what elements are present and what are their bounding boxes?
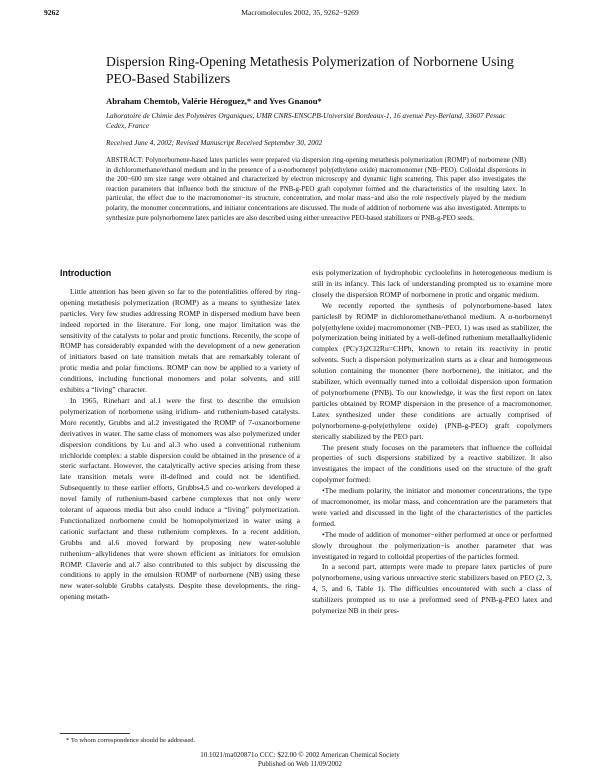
paragraph: Little attention has been given so far to the potentialities offered by ring-opening metathesis polymerization (ROMP) as a means to synthesize latex particles. Very few studies addressing ROMP in dispersed medium have been indeed reported in the literature. For long, one major limitation was the sensitivity of the catalysts to polar and protic functions. Recently, the scope of ROMP has considerably expanded with the development of a new generation of initiators based on late transition metals that are remarkably tolerant of protic media and polar functions. ROMP can now be applied to a variety of conditions, including functional monomers and polar solvents, and still exhibits a “living” character. <box>60 286 300 395</box>
journal-citation: Macromolecules 2002, 35, 9262−9269 <box>241 8 359 17</box>
page-footer <box>0 751 600 770</box>
paragraph: We recently reported the synthesis of polynorbornene-based latex particles8 by ROMP in dichloromethane/ethanol medium. A α-norbornenyl poly(ethylene oxide) macromonomer (NB−PEO, 1) was used as stabilizer, the polymerization being initiated by a well-defined ruthenium metallaalkylidenic complex (PCy3)2Cl2Ru=CHPh, known to retain its reactivity in protic solvents. Such a dispersion polymerization starts as a clear and homogeneous solution containing the monomer (here norbornene), the initiator, and the stabilizer, which eventually turned into a colloidal dispersion upon formation of polynorbornene (PNB). To our knowledge, it was the first report on latex particles obtained by ROMP dispersion in the presence of a macromonomer. Latex synthesized under these conditions are actually comprised of polynorbornene-g-poly(ethylene oxide) (PNB-g-PEO) graft copolymers sterically stabilized by the PEO part. <box>312 300 552 441</box>
paragraph: esis polymerization of hydrophobic cycloolefins in heterogeneous medium is still in its infancy. This lack of understanding prompted us to examine more closely the dispersion ROMP of norbornene in protic and organic medium. <box>312 268 552 299</box>
right-column <box>312 268 552 617</box>
received-dates: Received June 4, 2002; Revised Manuscript Received September 30, 2002 <box>106 138 323 147</box>
author-list: Abraham Chemtob, Valérie Héroguez,* and Yves Gnanou* <box>106 96 322 106</box>
paragraph: In 1965, Rinehart and al.1 were the first to describe the emulsion polymerization of norbornene using iridium- and ruthenium-based catalysts. More recently, Grubbs and al.2 investigated the ROMP of 7-oxanorbornene derivatives in water. The same class of monomers was also polymerized under dispersion conditions by Lu and al.3 who used a conventional ruthenium trichloride complex: a stable dispersion could be obtained in the presence of a steric surfactant. However, the catalytically active species arising from these late transition metals were ill-defined and could not be identified. Subsequently to these earlier efforts, Grubbs4,5 and co-workers developed a novel family of ruthenium-based carbene complexes that not only were tolerant of aqueous media but also could induce a “living” polymerization. Functionalized norbornene could be homopolymerized in water using a cationic surfactant and these ruthenium complexes. In a recent addition, Grubbs and al.6 moved forward by proposing new water-soluble ruthenium−alkylidenes that were shown efficient as initiators for emulsion ROMP. Claverie and al.7 also contributed to this subject by discussing the conditions to apply in the emulsion ROMP of norbornene (NB) using these new water-soluble Grubbs catalysts. Despite these developments, the ring-opening metath- <box>60 395 300 602</box>
page-number: 9262 <box>44 8 60 17</box>
affiliation: Laboratoire de Chimie des Polymères Organiques, UMR CNRS-ENSCPB-Université Bordeaux-1, 16 avenue Pey-Berland, 33607 Pessac Cedex, France <box>106 111 506 130</box>
footnote: * To whom correspondence should be addressed. <box>66 737 196 744</box>
article-title: Dispersion Ring-Opening Metathesis Polymerization of Norbornene Using PEO-Based Stabilizers <box>106 54 514 86</box>
publication-date: Published on Web 11/09/2002 <box>257 760 343 769</box>
parameter-list <box>312 486 552 562</box>
footnote-divider <box>60 733 130 734</box>
doi-copyright: 10.1021/ma020871o CCC: $22.00 © 2002 American Chemical Society <box>200 751 400 759</box>
abstract: ABSTRACT: Polynorbornene-based latex particles were prepared via dispersion ring-opening metathesis polymerization (ROMP) of norbornene (NB) in dichloromethane/ethanol medium and in the presence of a α-norbornenyl poly(ethylene oxide) macromonomer (NB−PEO). Colloidal dispersions in the 200−600 nm size range were obtained and characterized by electron microscopy and dynamic light scattering. This paper also investigates the reaction parameters that influence both the structure of the PNB-g-PEO graft copolymer formed and the characteristics of the resulting latex. In particular, the effect due to the macromonomer−its structure, concentration, and molar mass−and also the role respectively played by the medium polarity, the monomer concentrations, and initiator concentrations are discussed. The mode of addition of norbornene was also investigated. Attempts to synthesize pure polynorbornene latex particles are also described using either unreactive PEO-based stabilizers or PNB-g-PEO seeds. <box>106 157 526 222</box>
paragraph: In a second part, attempts were made to prepare latex particles of pure polynorbornene, using various unreactive steric stabilizers based on PEO (2, 3, 4, 5, and 6, Table 1). The difficulties encountered with such a class of stabilizers prompted us to use a preformed seed of PNB-g-PEO latex and polymerize NB in their pres- <box>312 562 552 616</box>
list-item: •The medium polarity, the initiator and monomer concentrations, the type of macromonomer, its molar mass, and concentration are the parameters that were varied and discussed in the light of the characteristics of the particles formed. <box>312 486 552 528</box>
section-heading-introduction: Introduction <box>60 268 112 278</box>
paragraph: The present study focuses on the parameters that influence the colloidal properties of such dispersions stabilized by a reactive stabilizer. It also investigates the impact of the conditions used on the structure of the graft copolymer formed: <box>312 442 552 485</box>
left-column <box>60 268 300 603</box>
running-header <box>44 8 556 20</box>
list-item: •The mode of addition of monomer−either performed at once or performed slowly throughout the polymerization−is another parameter that was investigated in regard to colloidal properties of the particles formed. <box>312 529 552 561</box>
